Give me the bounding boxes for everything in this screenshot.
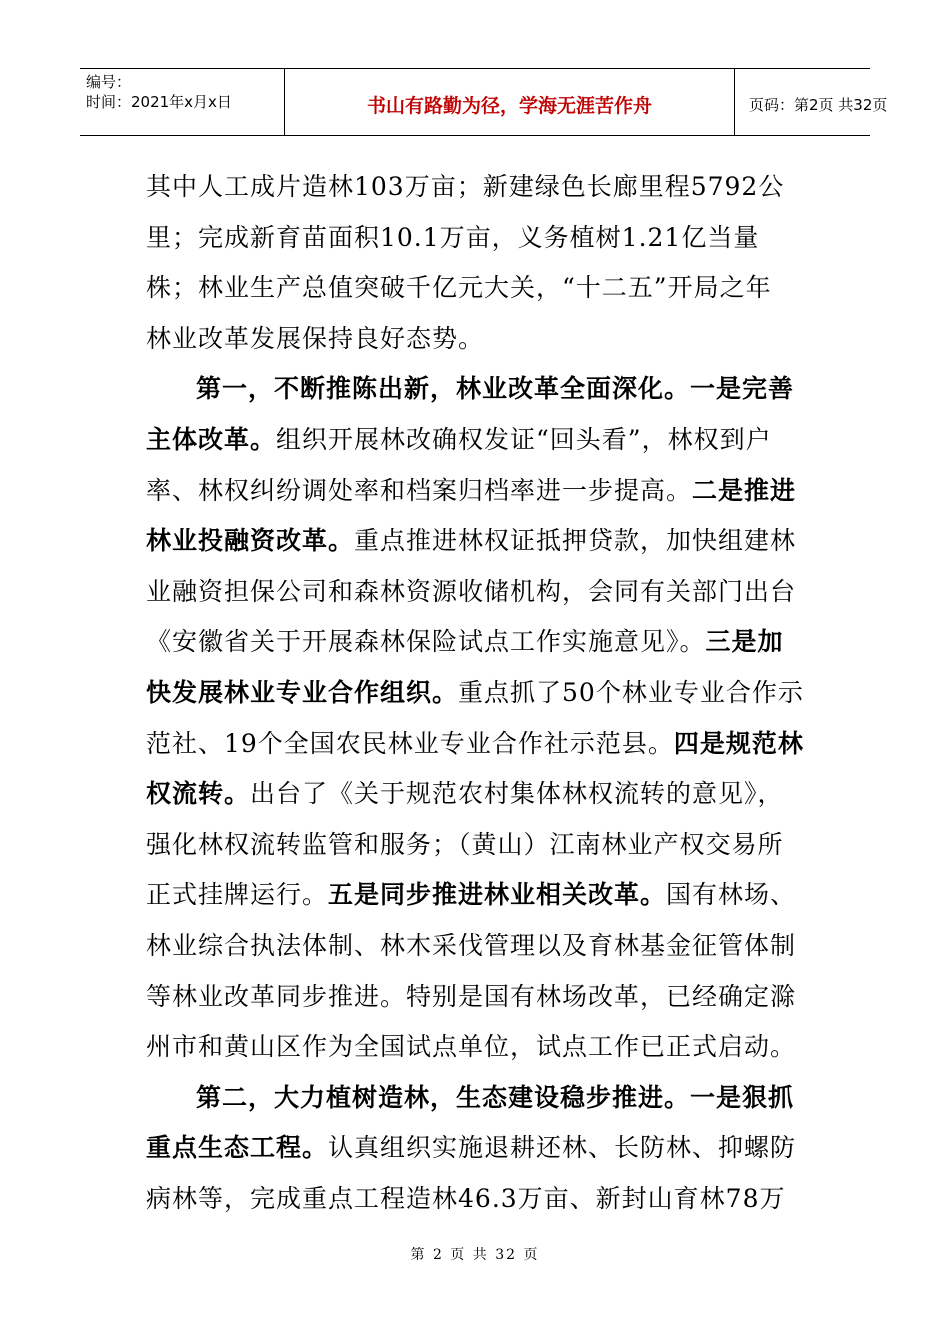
bold-heading: 四是规范林 — [673, 728, 804, 758]
text-line — [146, 668, 806, 719]
body-text: 范社、19个全国农民林业专业合作社示范县。 — [146, 728, 674, 758]
body-text: 率、林权纠纷调处率和档案归档率进一步提高。 — [146, 475, 693, 505]
body-text: 强化林权流转监管和服务；（黄山）江南林业产权交易所 — [146, 829, 784, 859]
text-line: 林业改革发展保持良好态势。 — [146, 323, 485, 353]
bold-heading: 五是同步推进林业相关改革。 — [328, 880, 667, 910]
text-line — [146, 769, 806, 820]
bold-heading: 二是推进 — [692, 475, 797, 505]
bold-heading: 第一，不断推陈出新，林业改革全面深化。一是完善 — [196, 374, 795, 404]
body-text: 正式挂牌运行。 — [146, 880, 329, 910]
bold-heading: 权流转。 — [146, 779, 251, 809]
text-line — [146, 870, 806, 921]
bold-heading: 主体改革。 — [146, 424, 277, 454]
text-line: 里；完成新育苗面积10.1万亩，义务植树1.21亿当量 — [146, 222, 760, 252]
bold-heading: 重点生态工程。 — [146, 1133, 329, 1163]
text-line — [146, 1174, 806, 1225]
bold-heading: 第二，大力植树造林，生态建设稳步推进。一是狠抓 — [196, 1082, 795, 1112]
text-line: 其中人工成片造林103万亩；新建绿色长廊里程5792公 — [146, 172, 785, 201]
body-text: 国有林场、 — [666, 880, 797, 910]
text-line — [146, 972, 806, 1023]
bold-heading: 林业投融资改革。 — [146, 526, 355, 556]
body-text: 林业综合执法体制、林木采伐管理以及育林基金征管体制 — [146, 930, 797, 960]
page-header — [80, 68, 888, 136]
text-line — [146, 1123, 806, 1174]
document-body — [146, 162, 806, 1224]
paragraph-summary — [146, 162, 806, 364]
bold-heading: 快发展林业专业合作组织。 — [146, 677, 459, 707]
paragraph-afforestation — [146, 1073, 806, 1225]
header-meta — [80, 69, 285, 135]
text-line — [146, 1073, 806, 1124]
body-text: 州市和黄山区作为全国试点单位，试点工作已正式启动。 — [146, 1032, 797, 1062]
text-line — [146, 1022, 806, 1073]
text-line — [146, 719, 806, 770]
body-text: 认真组织实施退耕还林、长防林、抑螺防 — [328, 1133, 797, 1163]
body-text: 病林等，完成重点工程造林46.3万亩、新封山育林78万 — [146, 1183, 786, 1213]
body-text: 出台了《关于规范农村集体林权流转的意见》， — [250, 779, 784, 809]
text-line — [146, 921, 806, 972]
header-motto: 书山有路勤为径，学海无涯苦作舟 — [285, 69, 735, 135]
text-line: 株；林业生产总值突破千亿元大关，“十二五”开局之年 — [146, 273, 772, 303]
header-page-info: 页码：第2页 共32页 — [749, 95, 888, 114]
text-line — [146, 415, 806, 466]
body-text: 《安徽省关于开展森林保险试点工作实施意见》。 — [146, 627, 706, 657]
body-text: 组织开展林改确权发证“回头看”，林权到户 — [276, 424, 772, 454]
document-number-label: 编号： — [86, 73, 132, 91]
body-text: 业融资担保公司和森林资源收储机构，会同有关部门出台 — [146, 576, 797, 606]
text-line — [146, 364, 806, 415]
bold-heading: 三是加 — [705, 627, 784, 657]
body-text: 重点抓了50个林业专业合作示 — [458, 677, 804, 707]
paragraph-forestry-reform — [146, 364, 806, 1072]
body-text: 重点推进林权证抵押贷款，加快组建林 — [354, 526, 797, 556]
body-text: 等林业改革同步推进。特别是国有林场改革，已经确定滁 — [146, 981, 797, 1011]
text-line — [146, 516, 806, 567]
text-line — [146, 466, 806, 517]
page-footer: 第 2 页 共 32 页 — [410, 1247, 540, 1263]
text-line — [146, 617, 806, 668]
text-line — [146, 567, 806, 618]
document-date-label: 时间：2021年x月x日 — [86, 93, 232, 111]
text-line — [146, 820, 806, 871]
